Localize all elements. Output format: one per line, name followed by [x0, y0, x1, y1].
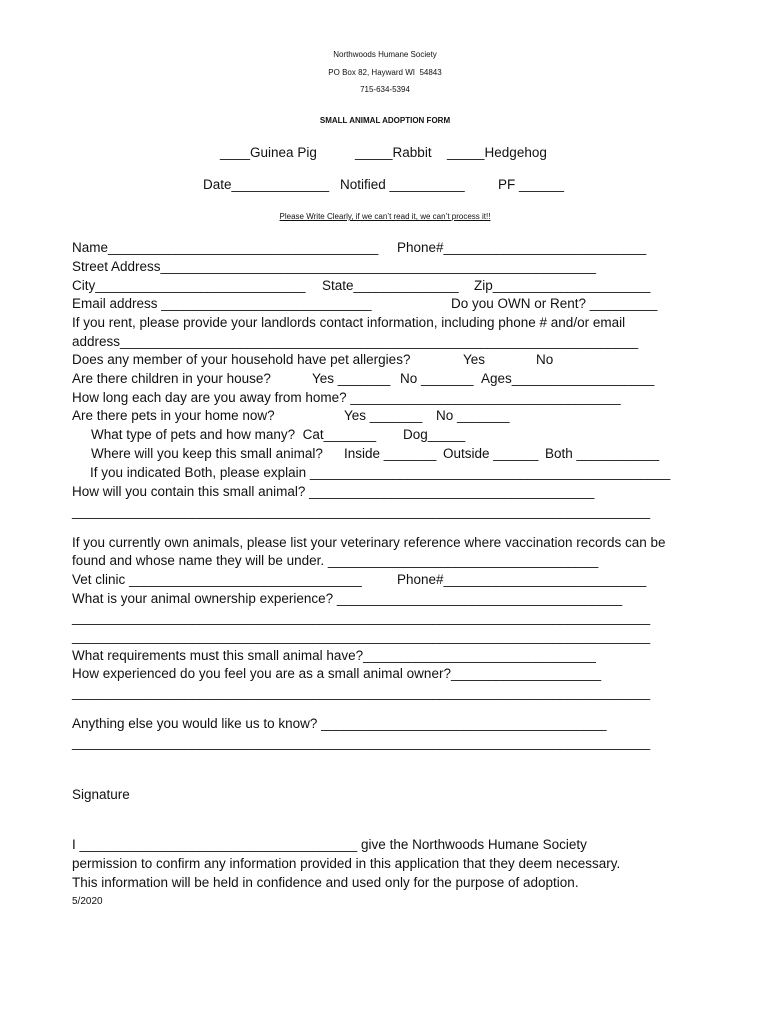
pets-dog-field[interactable]: Dog_____: [403, 427, 466, 442]
pets-question: Are there pets in your home now?: [72, 408, 275, 423]
species-guinea-pig[interactable]: ____Guinea Pig: [220, 145, 317, 160]
requirements-field[interactable]: What requirements must this small animal have?_______________________________: [72, 648, 596, 663]
write-clearly-notice: Please Write Clearly, if we can’t read it, we can’t process it!!: [279, 212, 491, 221]
contain-extra-line[interactable]: _____________________________________________________________________________: [72, 504, 651, 519]
signature-label: Signature: [72, 787, 130, 802]
org-name: Northwoods Humane Society: [333, 50, 437, 59]
keep-inside[interactable]: Inside _______: [344, 446, 437, 461]
consent-confidential-text: This information will be held in confidence and used only for the purpose of adoption.: [72, 875, 579, 890]
allergies-no[interactable]: No: [536, 352, 554, 367]
experience-extra-line-1[interactable]: _____________________________________________________________________________: [72, 610, 651, 625]
away-from-home-field[interactable]: How long each day are you away from home? ____________________________________: [72, 390, 621, 405]
keep-both[interactable]: Both ___________: [545, 446, 660, 461]
species-hedgehog[interactable]: _____Hedgehog: [447, 145, 547, 160]
vet-clinic-field[interactable]: Vet clinic _______________________________: [72, 572, 362, 587]
vet-phone-field[interactable]: Phone#___________________________: [397, 572, 647, 587]
street-address-field[interactable]: Street Address__________________________________________________________: [72, 259, 597, 274]
experience-field[interactable]: What is your animal ownership experience? ______________________________________: [72, 591, 623, 606]
office-notified-field[interactable]: Notified __________: [340, 177, 465, 192]
experienced-field[interactable]: How experienced do you feel you are as a small animal owner?____________________: [72, 666, 602, 681]
vet-intro-text: If you currently own animals, please list your veterinary reference where vaccination records can be: [72, 535, 666, 550]
phone-field[interactable]: Phone#___________________________: [397, 240, 647, 255]
name-field[interactable]: Name____________________________________: [72, 240, 379, 255]
consent-permission-text: permission to confirm any information provided in this application that they deem necessary.: [72, 856, 621, 871]
allergies-question: Does any member of your household have pet allergies?: [72, 352, 411, 367]
pets-no[interactable]: No _______: [436, 408, 510, 423]
own-rent-field[interactable]: Do you OWN or Rent? _________: [451, 296, 658, 311]
pets-yes[interactable]: Yes _______: [344, 408, 423, 423]
keep-outside[interactable]: Outside ______: [443, 446, 539, 461]
consent-name-field[interactable]: I _____________________________________ give the Northwoods Humane Society: [72, 837, 587, 852]
form-date-code: 5/2020: [72, 896, 103, 907]
office-date-field[interactable]: Date_____________: [203, 177, 330, 192]
form-title: SMALL ANIMAL ADOPTION FORM: [319, 116, 451, 125]
pets-type-cat-field[interactable]: What type of pets and how many? Cat_______: [91, 427, 377, 442]
keep-question: Where will you keep this small animal?: [91, 446, 323, 461]
org-phone: 715-634-5394: [360, 85, 410, 94]
org-address: PO Box 82, Hayward WI 54843: [328, 68, 442, 77]
children-question: Are there children in your house?: [72, 371, 271, 386]
anything-else-field[interactable]: Anything else you would like us to know? ______________________________________: [72, 716, 607, 731]
experience-extra-line-2[interactable]: _____________________________________________________________________________: [72, 629, 651, 644]
rent-info-text: If you rent, please provide your landlords contact information, including phone # and/or email: [72, 315, 626, 330]
city-field[interactable]: City____________________________: [72, 278, 306, 293]
children-yes[interactable]: Yes _______: [312, 371, 391, 386]
email-field[interactable]: Email address ____________________________: [72, 296, 372, 311]
allergies-yes[interactable]: Yes: [463, 352, 486, 367]
anything-else-extra-line[interactable]: _____________________________________________________________________________: [72, 735, 651, 750]
state-field[interactable]: State______________: [322, 278, 459, 293]
both-explain-field[interactable]: If you indicated Both, please explain ________________________________________________: [90, 465, 671, 480]
zip-field[interactable]: Zip_____________________: [474, 278, 651, 293]
vet-records-name-field[interactable]: found and whose name they will be under. ____________________________________: [72, 553, 599, 568]
office-pf-field[interactable]: PF ______: [498, 177, 565, 192]
children-ages-field[interactable]: Ages___________________: [481, 371, 655, 386]
children-no[interactable]: No _______: [400, 371, 474, 386]
landlord-address-field[interactable]: address_____________________________________________________________________: [72, 334, 639, 349]
experienced-extra-line[interactable]: _____________________________________________________________________________: [72, 685, 651, 700]
contain-field[interactable]: How will you contain this small animal? ______________________________________: [72, 484, 595, 499]
species-rabbit[interactable]: _____Rabbit: [355, 145, 432, 160]
